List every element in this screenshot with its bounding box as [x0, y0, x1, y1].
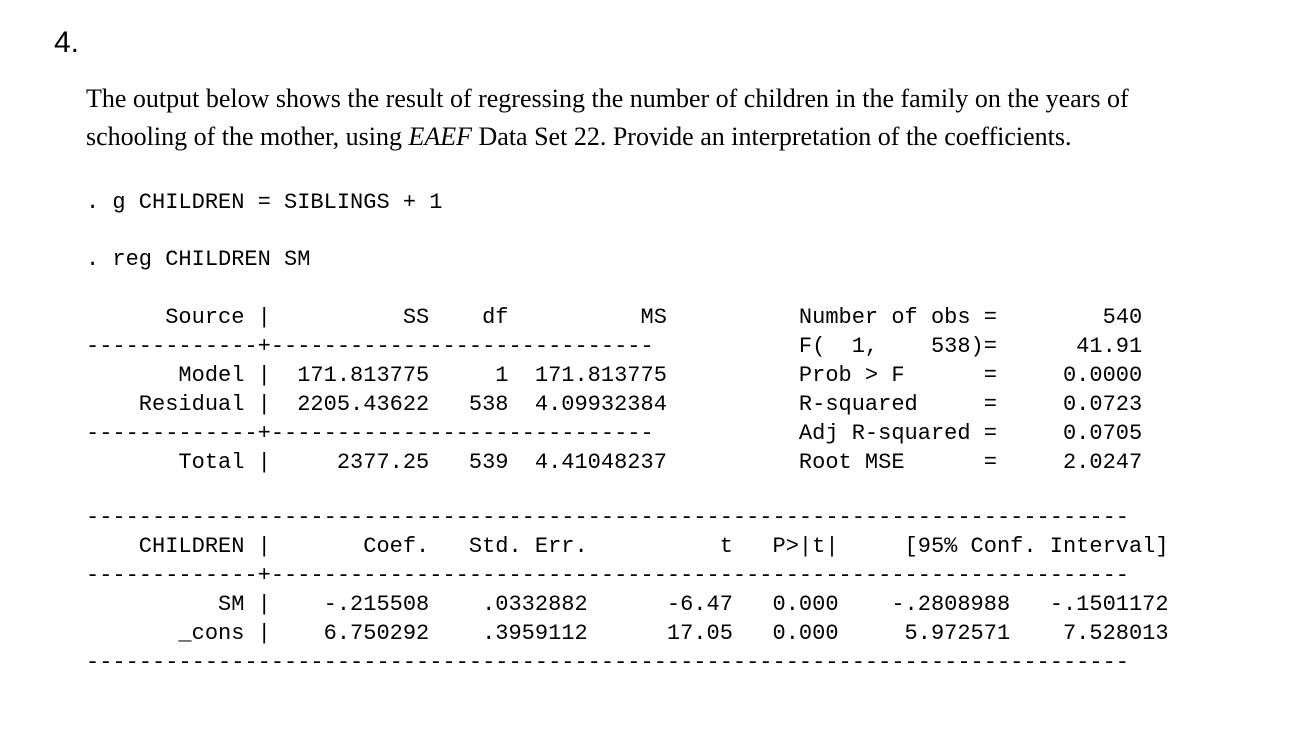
anova-table: Source | SS df MS Number of obs = 540 -------------+----------------------------- F( 1, 538)= 41.91 Model | 171.813775 1 171.813775 Prob > F = 0.0000 Residual | 2205.43622 538 4.09932384 R-squared = 0.0723 -------------+----------------------------- Adj R-squared = 0.0705 Total | 2377.25 539 4.41048237 Root MSE = 2.0247 [86, 305, 1143, 475]
question-text [86, 80, 1286, 156]
question-text-line-2 [86, 118, 1286, 156]
question-text-line-2-start: schooling of the mother, using [86, 122, 409, 151]
question-text-line-2-end: Data Set 22. Provide an interpretation of the coefficients. [472, 122, 1072, 151]
dataset-name: EAEF [408, 122, 473, 151]
question-text-line-1: The output below shows the result of regressing the number of children in the family on the years of [86, 84, 1129, 113]
question-number: 4. [54, 26, 80, 59]
regress-command: . reg CHILDREN SM [86, 247, 311, 272]
generate-command: . g CHILDREN = SIBLINGS + 1 [86, 190, 443, 215]
coefficient-table: ------------------------------------------------------------------------------- CHILDREN | Coef. Std. Err. t P>|t| [95% Conf. Interval] -------------+----------------------------------------------------------------- SM | -.215508 .0332882 -6.47 0.000 -.2808988 -.1501172 _cons | 6.750292 .3959112 17.05 0.000 5.972571 7.528013 ------------------------------------------------------------------------------- [86, 505, 1169, 675]
